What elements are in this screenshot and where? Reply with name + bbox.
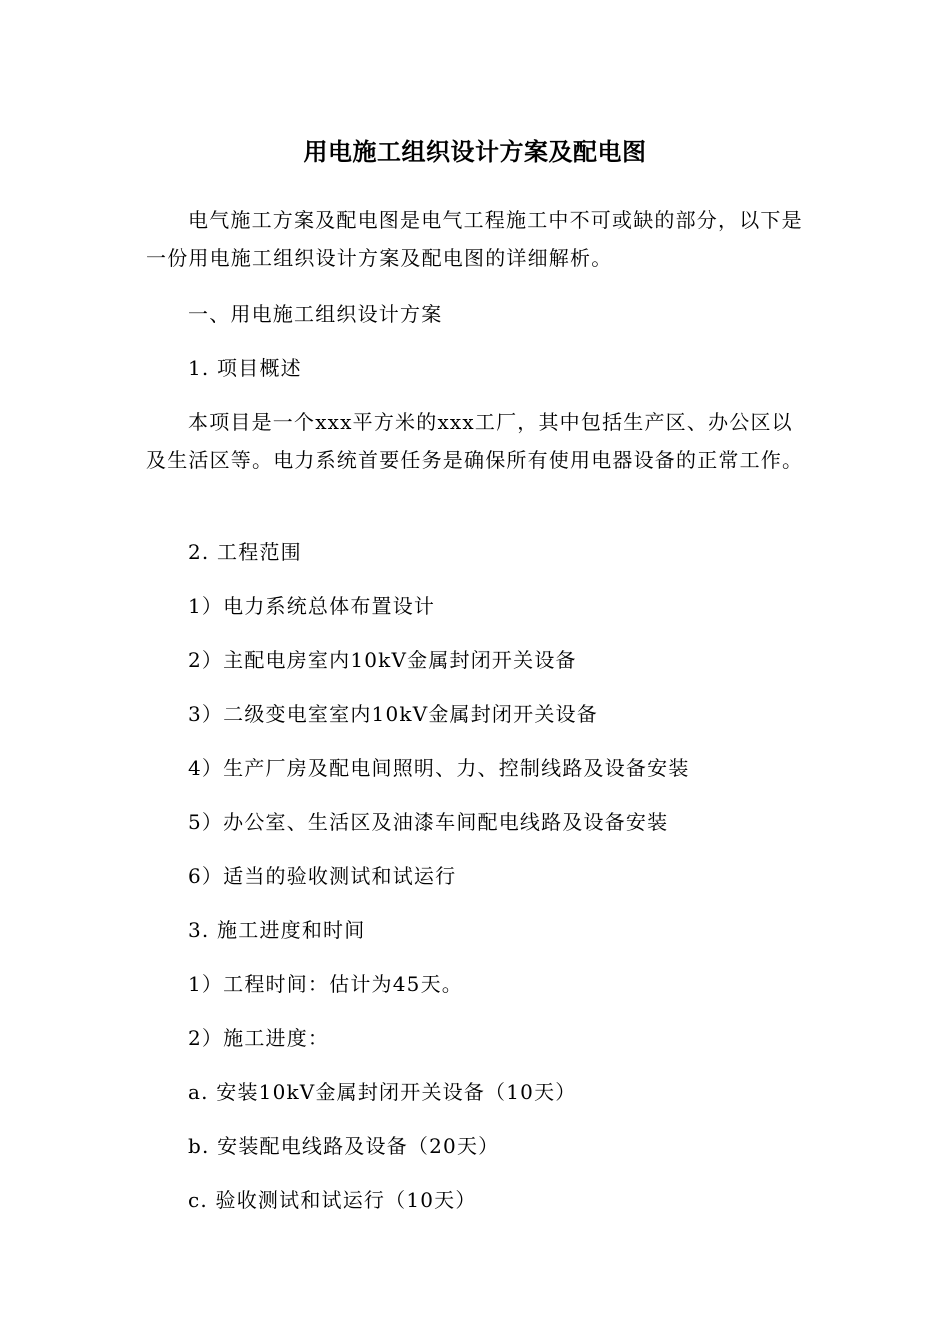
scope-list-item: 1）电力系统总体布置设计 bbox=[188, 594, 436, 618]
item-heading-schedule: 3. 施工进度和时间 bbox=[188, 918, 366, 942]
project-overview-paragraph: 本项目是一个xxx平方米的xxx工厂，其中包括生产区、办公区以及生活区等。电力系统首要任务是确保所有使用电器设备的正常工作。 bbox=[146, 410, 804, 472]
schedule-step: b. 安装配电线路及设备（20天） bbox=[188, 1134, 500, 1158]
scope-list-item: 3）二级变电室室内10kV金属封闭开关设备 bbox=[188, 702, 598, 726]
schedule-step: c. 验收测试和试运行（10天） bbox=[188, 1188, 477, 1212]
document-title: 用电施工组织设计方案及配电图 bbox=[303, 138, 647, 166]
scope-list-item: 6）适当的验收测试和试运行 bbox=[188, 864, 457, 888]
scope-list-item: 2）主配电房室内10kV金属封闭开关设备 bbox=[188, 648, 577, 672]
section-heading-1: 一、用电施工组织设计方案 bbox=[188, 302, 443, 326]
item-heading-scope: 2. 工程范围 bbox=[188, 540, 302, 564]
schedule-time-line: 1）工程时间：估计为45天。 bbox=[188, 972, 463, 996]
intro-paragraph: 电气施工方案及配电图是电气工程施工中不可或缺的部分，以下是一份用电施工组织设计方案及配电图的详细解析。 bbox=[146, 208, 803, 270]
item-heading-project-overview: 1. 项目概述 bbox=[188, 356, 302, 380]
scope-list-item: 5）办公室、生活区及油漆车间配电线路及设备安装 bbox=[188, 810, 669, 834]
schedule-progress-line: 2）施工进度： bbox=[188, 1026, 330, 1050]
scope-list-item: 4）生产厂房及配电间照明、力、控制线路及设备安装 bbox=[188, 756, 690, 780]
schedule-step: a. 安装10kV金属封闭开关设备（10天） bbox=[188, 1080, 577, 1104]
